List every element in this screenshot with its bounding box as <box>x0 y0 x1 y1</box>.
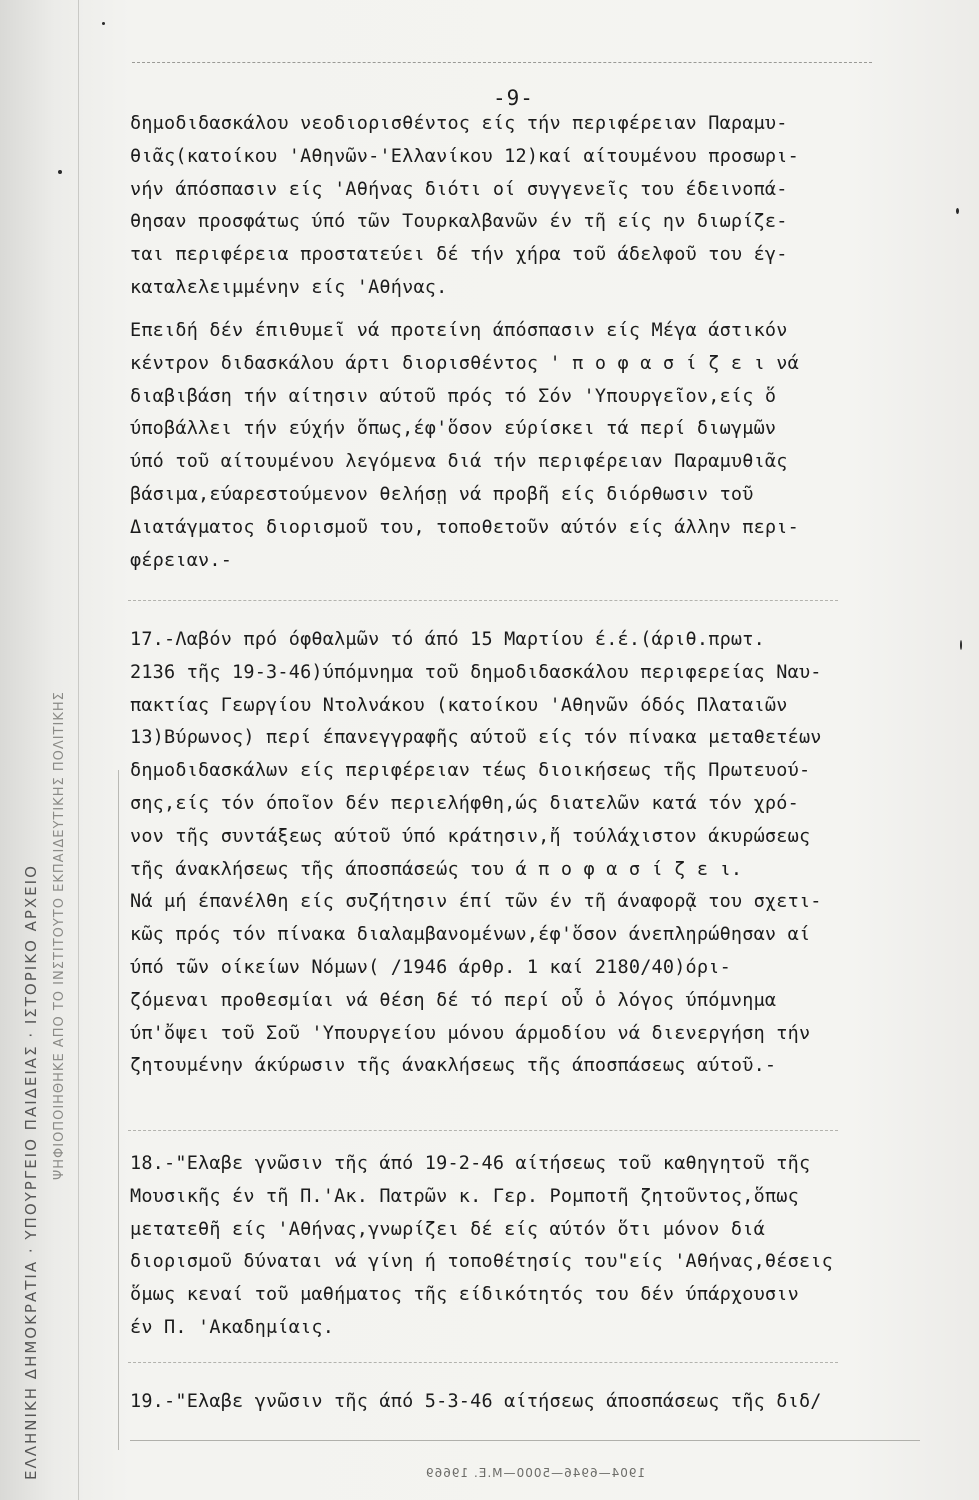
text-line: Επειδή δέν έπιθυμεῖ νά προτείνη άπόσπασιν είς Μέγα άστικόν <box>130 320 788 341</box>
paragraph-17 <box>130 624 930 1083</box>
text-line: φέρειαν.- <box>130 549 233 571</box>
scan-speck <box>960 640 962 650</box>
text-line: καταλελειμμένην είς 'Αθήνας. <box>130 276 448 298</box>
scan-speck <box>58 170 62 174</box>
text-line: ύπ'ὄψει τοῦ Σοῦ 'Υπουργείου μόνου άρμοδίου νά διενεργήση τήν <box>130 1022 811 1044</box>
text-line: κῶς πρός τόν πίνακα διαλαμβανομένων,έφ'ὅσον άνεπληρώθησαν αί <box>130 924 811 946</box>
text-line: πακτίας Γεωργίου Ντολνάκου (κατοίκου 'Αθηνῶν όδός Πλαταιῶν <box>130 694 788 716</box>
text-line: νήν άπόσπασιν είς 'Αθήνας διότι οί συγγενεῖς του έδεινοπά- <box>130 178 788 200</box>
printer-footer-stamp: 1904—6946—5000—Μ.Ε. 19669 <box>425 1466 646 1480</box>
section-divider <box>128 1130 838 1131</box>
text-line: ύποβάλλει τήν εύχήν ὅπως,έφ'ὅσον εύρίσκει τά περί διωγμῶν <box>130 418 777 440</box>
text-line: 2136 τῆς 19-3-46)ύπόμνημα τοῦ δημοδιδασκάλου περιφερείας Ναυ- <box>130 661 822 683</box>
text-line: Μουσικῆς έν τῆ Π.'Ακ. Πατρῶν κ. Γερ. Ρομποτῆ ζητοῦντος,ὅπως <box>130 1185 799 1207</box>
digitization-side-stamp: ΨΗΦΙΟΠΟΙΗΘΗΚΕ ΑΠΟ ΤΟ ΙΝΣΤΙΤΟΥΤΟ ΕΚΠΑΙΔΕΥΤΙΚΗΣ ΠΟΛΙΤΙΚΗΣ <box>52 691 67 1180</box>
scan-speck <box>102 22 105 25</box>
text-line: νον τῆς συντάξεως αύτοῦ ύπό κράτησιν,ἤ τούλάχιστον άκυρώσεως <box>130 825 811 847</box>
text-line: 19.-"Ελαβε γνῶσιν τῆς άπό 5-3-46 αίτήσεως άποσπάσεως τῆς διδ/ <box>130 1391 822 1412</box>
scan-speck <box>956 208 959 214</box>
archive-side-stamp: ΕΛΛΗΝΙΚΗ ΔΗΜΟΚΡΑΤΙΑ · ΥΠΟΥΡΓΕΙΟ ΠΑΙΔΕΙΑΣ · ΙΣΤΟΡΙΚΟ ΑΡΧΕΙΟ <box>22 864 40 1480</box>
text-line: έν Π. 'Ακαδημίαις. <box>130 1316 335 1338</box>
text-line: δημοδιδασκάλου νεοδιορισθέντος είς τήν περιφέρειαν Παραμυ- <box>130 113 788 134</box>
text-line: θιᾶς(κατοίκου 'Αθηνῶν-'Ελλανίκου 12)καί αίτουμένου προσωρι- <box>130 145 799 167</box>
paragraph-19 <box>130 1386 930 1419</box>
text-line: ζητουμένην άκύρωσιν τῆς άνακλήσεως τῆς άποσπάσεως αύτοῦ.- <box>130 1055 777 1077</box>
text-line: Νά μή έπανέλθη είς συζήτησιν έπί τῶν έν τῆ άναφορᾷ του σχετι- <box>130 891 822 913</box>
text-line: ύπό τῶν οίκείων Νόμων( /1946 άρθρ. 1 καί 2180/40)όρι- <box>130 956 731 978</box>
text-line: 18.-"Ελαβε γνῶσιν τῆς άπό 19-2-46 αίτήσεως τοῦ καθηγητοῦ τῆς <box>130 1153 811 1174</box>
text-line: σης,είς τόν όποῖον δέν περιελήφθη,ώς διατελῶν κατά τόν χρό- <box>130 792 799 814</box>
text-line: ὅμως κεναί τοῦ μαθήματος τῆς είδικότητός του δέν ύπάρχουσιν <box>130 1284 799 1306</box>
text-line: Διατάγματος διορισμοῦ του, τοποθετοῦν αύτόν είς άλλην περι- <box>130 516 799 538</box>
text-line: ζόμεναι προθεσμίαι νά θέση δέ τό περί οὗ ὁ λόγος ύπόμνημα <box>130 989 777 1011</box>
top-rule <box>132 62 872 63</box>
bottom-rule <box>130 1440 920 1441</box>
section-divider <box>128 1362 838 1363</box>
text-line: ται περιφέρεια προστατεύει δέ τήν χήρα τοῦ άδελφοῦ του έγ- <box>130 244 788 266</box>
text-line: βάσιμα,εύαρεστούμενον θελήσῃ νά προβῆ είς διόρθωσιν τοῦ <box>130 483 754 505</box>
page-number: -9- <box>493 86 534 110</box>
text-line: τῆς άνακλήσεως τῆς άποσπάσεώς του ά π ο φ α σ ί ζ ε ι. <box>130 858 743 880</box>
text-line: 17.-Λαβόν πρό όφθαλμῶν τό άπό 15 Μαρτίου έ.έ.(άριθ.πρωτ. <box>130 629 765 650</box>
section-divider <box>128 600 838 601</box>
paragraph-decision <box>130 315 930 577</box>
text-line: κέντρον διδασκάλου άρτι διορισθέντος ' π ο φ α σ ί ζ ε ι νά <box>130 352 799 374</box>
text-line: διαβιβάση τήν αίτησιν αύτοῦ πρός τό Σόν 'Υπουργεῖον,είς ὅ <box>130 385 777 407</box>
paragraph-18 <box>130 1148 930 1345</box>
text-line: διορισμοῦ δύναται νά γίνη ή τοποθέτησίς του"είς 'Αθήνας,θέσεις <box>130 1251 833 1273</box>
text-line: ύπό τοῦ αίτουμένου λεγόμενα διά τήν περιφέρειαν Παραμυθιᾶς <box>130 451 788 473</box>
paragraph-continuation <box>130 108 930 305</box>
text-line: μετατεθῆ είς 'Αθήνας,γνωρίζει δέ είς αύτόν ὅτι μόνον διά <box>130 1218 765 1240</box>
text-line: 13)Βύρωνος) περί έπανεγγραφῆς αύτοῦ είς τόν πίνακα μεταθετέων <box>130 727 822 749</box>
text-line: δημοδιδασκάλων είς περιφέρειαν τέως διοικήσεως τῆς Πρωτευού- <box>130 760 811 782</box>
left-margin-rule <box>118 770 119 1450</box>
text-line: θησαν προσφάτως ύπό τῶν Τουρκαλβανῶν έν τῆ είς ην διωρίζε- <box>130 211 788 233</box>
